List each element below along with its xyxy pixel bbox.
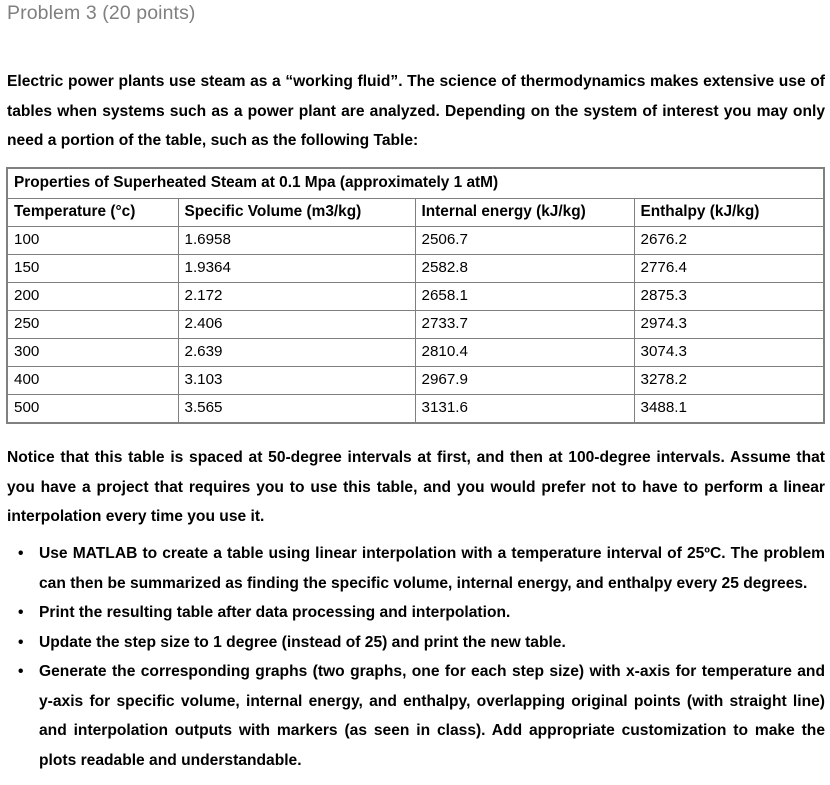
table-row [7,339,824,367]
list-item-text: Generate the corresponding graphs (two graphs, one for each step size) with x-axis for temperature and y-axis for specific volume, internal energy, and enthalpy, overlapping original points (with straight line) and interpolation outputs with markers (as seen in class). Add appropriate customization to make the plots readable and understandable. [39,663,825,769]
table-row [7,255,824,283]
bullet-icon: • [18,545,24,562]
cell-enthalpy: 2676.2 [634,227,824,255]
list-item [7,657,825,775]
notice-paragraph: Notice that this table is spaced at 50-degree intervals at first, and then at 100-degree intervals. Assume that you have a project that requires you to use this table, and you would prefer not to have to perform a linear interpolation every time you use it. [7,449,825,525]
bullet-icon: • [18,633,24,651]
cell-internal-energy: 2810.4 [415,339,634,367]
cell-internal-energy: 2658.1 [415,283,634,311]
list-item [7,598,825,628]
cell-temperature: 500 [7,395,178,424]
cell-enthalpy: 2776.4 [634,255,824,283]
table-row [7,283,824,311]
cell-temperature: 100 [7,227,178,255]
cell-internal-energy: 2733.7 [415,311,634,339]
cell-specific-volume: 3.565 [178,395,415,424]
list-item-text: Update the step size to 1 degree (instead of 25) and print the new table. [39,633,566,651]
cell-temperature: 150 [7,255,178,283]
cell-internal-energy: 2967.9 [415,367,634,395]
page-title: Problem 3 (20 points) [7,2,196,24]
table-header-row [7,199,824,227]
cell-enthalpy: 2875.3 [634,283,824,311]
cell-specific-volume: 1.9364 [178,255,415,283]
cell-enthalpy: 3278.2 [634,367,824,395]
table-row [7,367,824,395]
cell-enthalpy: 3488.1 [634,395,824,424]
bullet-icon: • [18,663,24,680]
cell-temperature: 250 [7,311,178,339]
cell-temperature: 200 [7,283,178,311]
list-item [7,628,825,658]
table-row [7,395,824,424]
cell-specific-volume: 1.6958 [178,227,415,255]
list-item-text: Print the resulting table after data processing and interpolation. [39,604,511,621]
intro-paragraph: Electric power plants use steam as a “working fluid”. The science of thermodynamics makes extensive use of tables when systems such as a power plant are analyzed. Depending on the system of interest you may only need a portion of the table, such as the following Table: [7,73,825,149]
cell-specific-volume: 3.103 [178,367,415,395]
cell-specific-volume: 2.406 [178,311,415,339]
cell-temperature: 400 [7,367,178,395]
cell-enthalpy: 3074.3 [634,339,824,367]
table-row [7,227,824,255]
column-header-internal-energy: Internal energy (kJ/kg) [415,199,634,227]
superheated-steam-table [6,167,825,424]
task-bullet-list [7,539,825,775]
table-caption-row [7,168,824,199]
cell-enthalpy: 2974.3 [634,311,824,339]
list-item [7,539,825,598]
cell-specific-volume: 2.172 [178,283,415,311]
bullet-icon: • [18,604,24,621]
column-header-enthalpy: Enthalpy (kJ/kg) [634,199,824,227]
column-header-temperature: Temperature (°c) [7,199,178,227]
list-item-text: Use MATLAB to create a table using linear interpolation with a temperature interval of 25ºC. The problem can then be summarized as finding the specific volume, internal energy, and enthalpy every 25 degrees. [39,545,825,592]
cell-internal-energy: 3131.6 [415,395,634,424]
column-header-specific-volume: Specific Volume (m3/kg) [178,199,415,227]
cell-internal-energy: 2582.8 [415,255,634,283]
cell-temperature: 300 [7,339,178,367]
cell-internal-energy: 2506.7 [415,227,634,255]
table-row [7,311,824,339]
cell-specific-volume: 2.639 [178,339,415,367]
table-caption: Properties of Superheated Steam at 0.1 Mpa (approximately 1 atM) [7,168,824,199]
